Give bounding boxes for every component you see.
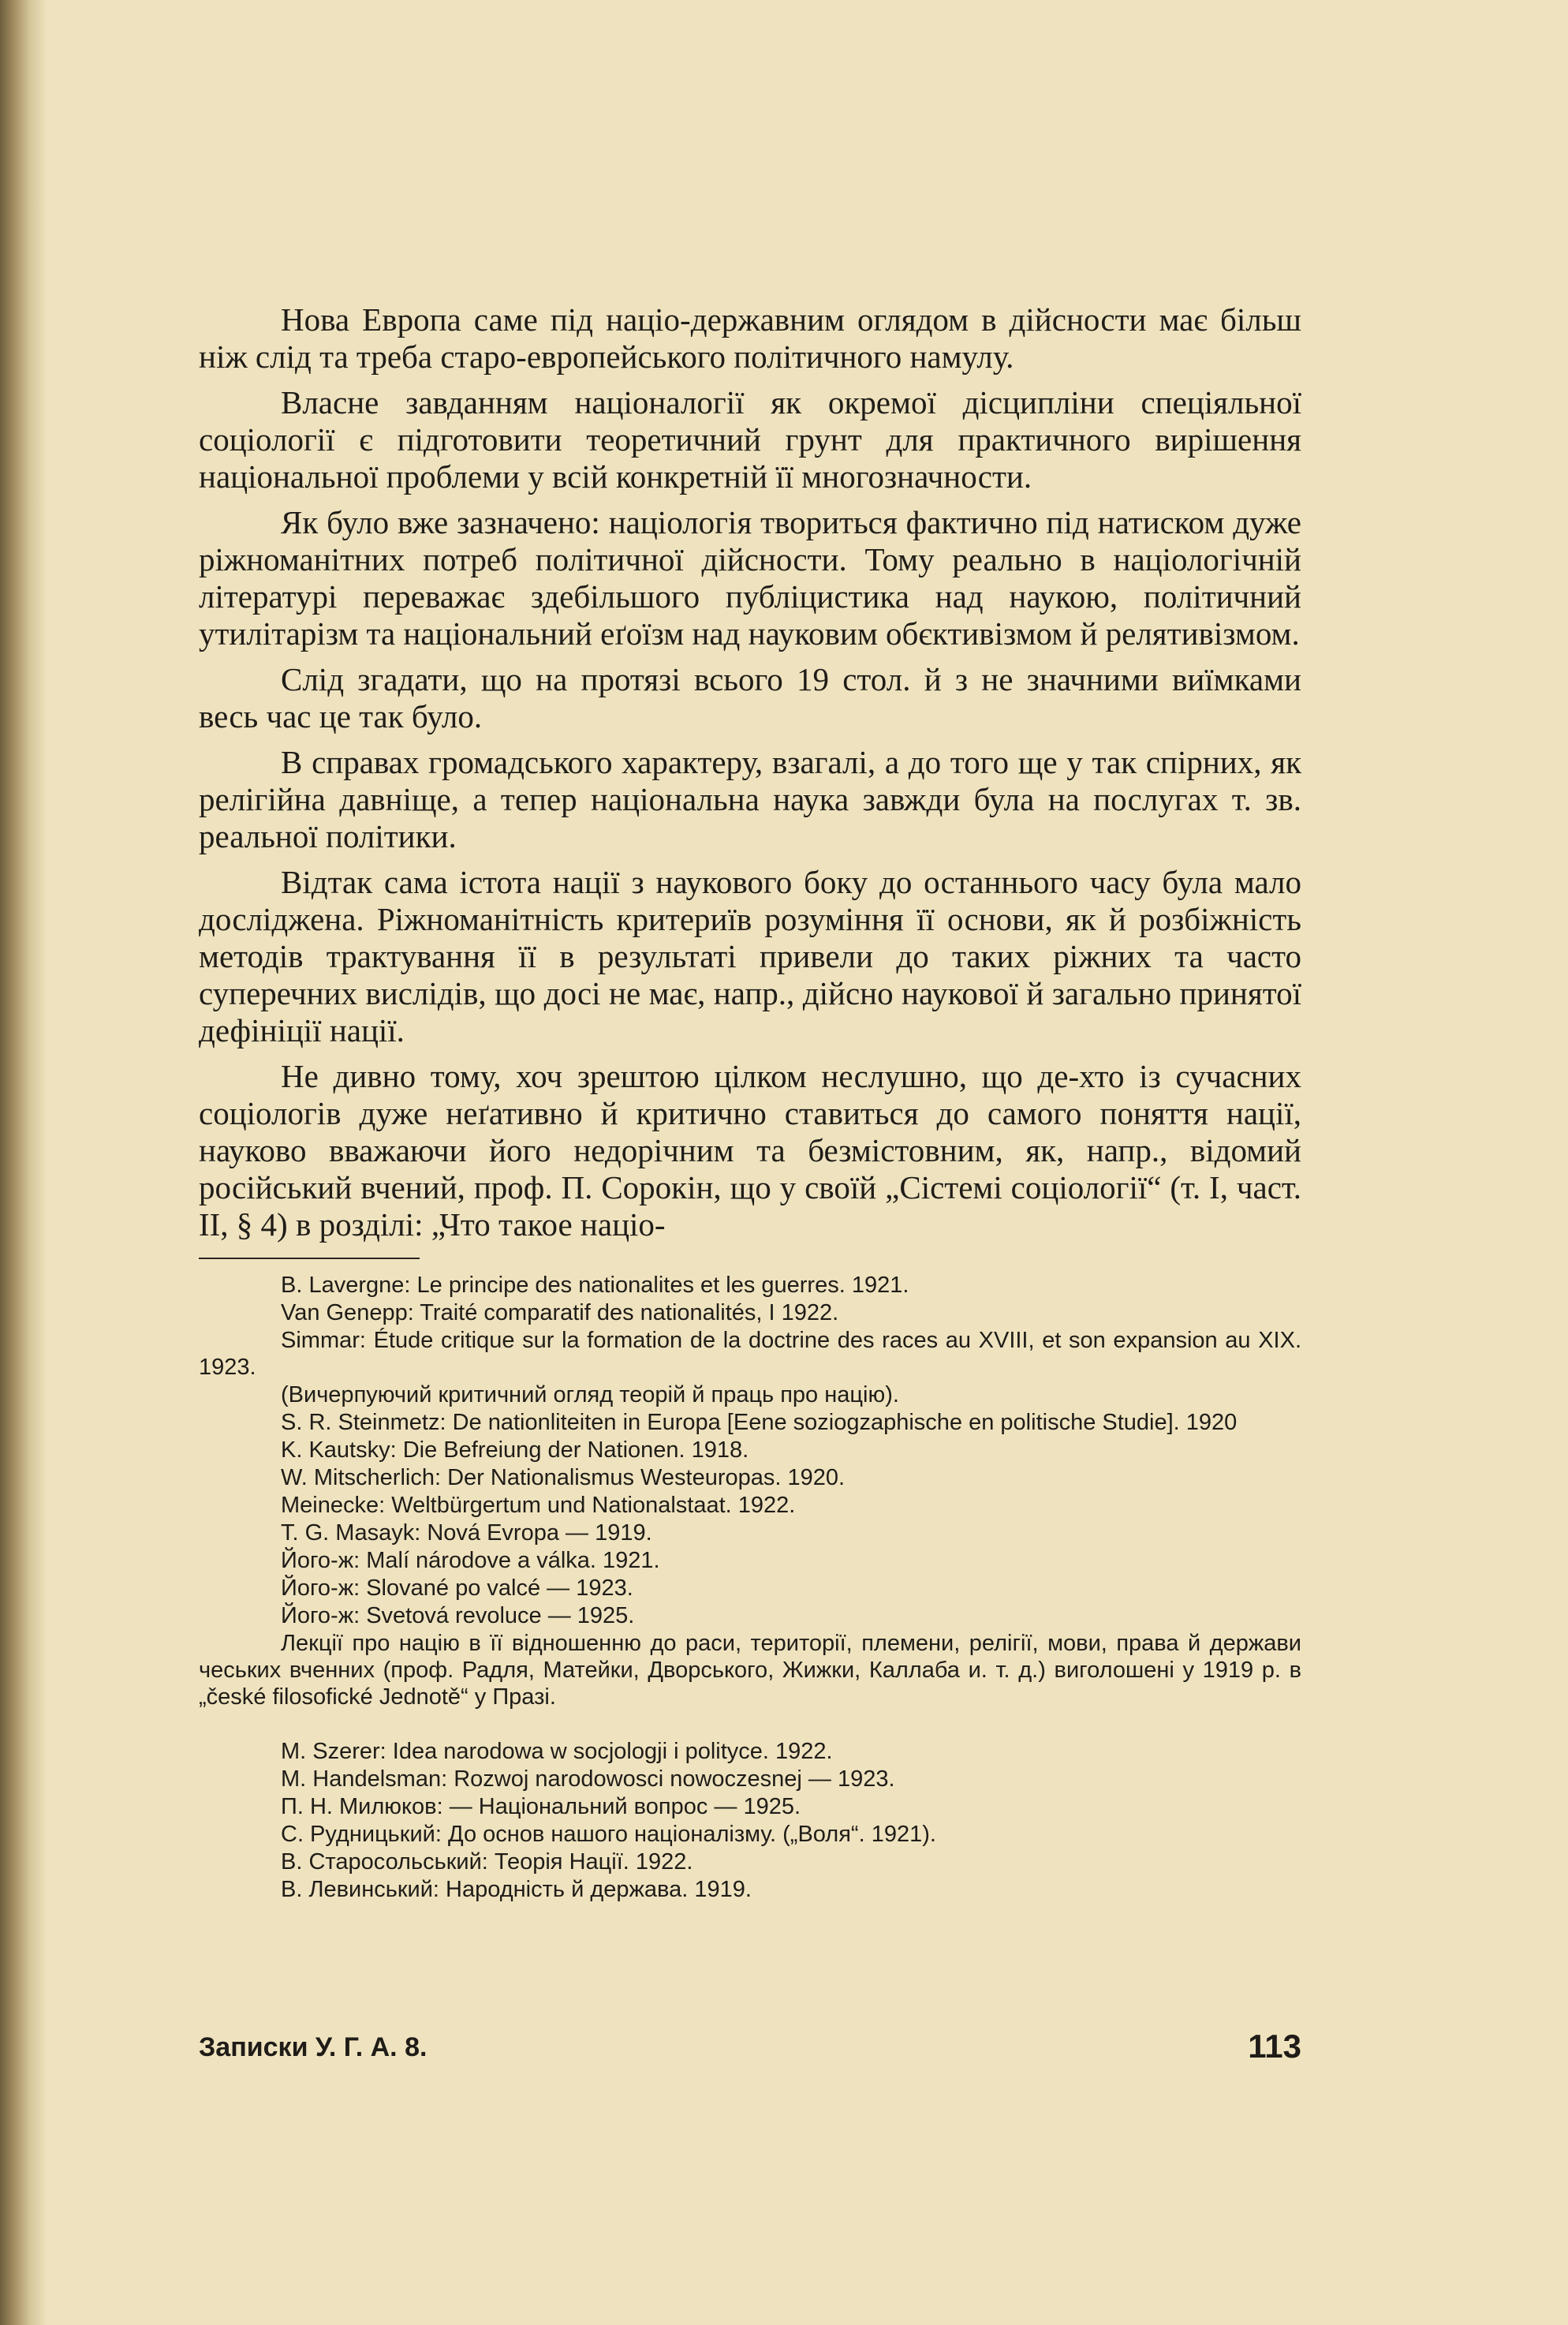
main-text <box>199 301 1301 1243</box>
footnote-entry: S. R. Steinmetz: De nationliteiten in Europa [Eene soziogzaphische en politische Studie]. 1920 <box>281 1410 1238 1435</box>
paragraph: В справах громадського характеру, взагалі, а до того ще у так спірних, як релігійна давніще, а тепер національна наука завжди була на послугах т. зв. реальної політики. <box>199 744 1301 854</box>
footnote-entry: M. Handelsman: Rozwoj narodowosci nowoczesnej — 1923. <box>281 1766 895 1792</box>
footnote-entry: Meinecke: Weltbürgertum und Nationalstaat. 1922. <box>281 1493 796 1518</box>
footnote-entry: T. G. Masayk: Nová Evropa — 1919. <box>281 1520 652 1546</box>
paragraph: Власне завданням націоналогії як окремої дісципліни спеціяльної соціології є підготовити теоретичний грунт для практичного вирішення національної проблеми у всій конкретній її многозначности. <box>199 384 1301 495</box>
page-number: 113 <box>1248 2028 1301 2065</box>
footnote-entry: W. Mitscherlich: Der Nationalismus Westeuropas. 1920. <box>281 1465 846 1490</box>
paragraph: Слід згадати, що на протязі всього 19 стол. й з не значними виїмками весь час це так було. <box>199 661 1301 735</box>
footnote-entry: С. Рудницький: До основ нашого націоналізму. („Воля“. 1921). <box>281 1822 936 1847</box>
footnote-entry: Його-ж: Slované po valcé — 1923. <box>281 1576 633 1601</box>
footnotes <box>199 1272 1301 1903</box>
footnote-entry: В. Старосольський: Теорія Нації. 1922. <box>281 1849 693 1875</box>
paragraph: Не дивно тому, хоч зрештою цілком неслушно, що де-хто із сучасних соціологів дуже неґативно й критично ставиться до самого поняття нації, науково вважаючи його недорічним та безмістовним, як, напр., відомий російський вчений, проф. П. Сорокін, що у своїй „Сістемі соціології“ (т. І, част. ІІ, § 4) в розділі: „Что такое націо- <box>199 1058 1301 1243</box>
footnote-gap <box>199 1711 1301 1738</box>
footnote-entry: В. Левинський: Народність й держава. 1919. <box>281 1877 752 1902</box>
footnote-entry: K. Kautsky: Die Befreiung der Nationen. 1918. <box>281 1437 749 1463</box>
book-spine-shadow <box>0 0 47 2325</box>
footnote-entry: (Вичерпуючий критичний огляд теорій й праць про націю). <box>281 1382 899 1407</box>
footnote-entry: Van Genepp: Traité comparatif des nationalités, I 1922. <box>281 1300 839 1325</box>
footnote-entry: Його-ж: Svetová revoluce — 1925. <box>281 1603 635 1628</box>
page-content <box>199 301 1301 1904</box>
footnote-divider <box>199 1258 420 1259</box>
footnote-entry: П. Н. Милюков: — Національний вопрос — 1925. <box>281 1794 801 1819</box>
footnote-entry: M. Szerer: Idea narodowa w socjologji i polityce. 1922. <box>281 1739 833 1764</box>
footnote-entry: Його-ж: Malí národove a válka. 1921. <box>281 1548 660 1573</box>
paragraph: Як було вже зазначено: націологія твориться фактично під натиском дуже ріжноманітних потреб політичної дійсности. Тому реально в націологічній літературі переважає здебільшого публіцистика над наукою, політичний утилітарізм та національний еґоїзм над науковим обєктивізмом й релятивізмом. <box>199 504 1301 652</box>
paragraph: Нова Европа саме під націо-державним оглядом в дійсности має більш ніж слід та треба старо-европейського політичного намулу. <box>199 301 1301 375</box>
footnote-entry: B. Lavergne: Le principe des nationalites et les guerres. 1921. <box>281 1273 909 1298</box>
journal-title: Записки У. Г. А. 8. <box>199 2032 427 2062</box>
page-footer <box>199 2028 1301 2075</box>
paragraph: Відтак сама істота нації з наукового боку до останнього часу була мало досліджена. Ріжноманітність критериїв розуміння її основи, як й розбіжність методів трактування її в результаті привели до таких ріжних та часто суперечних вислідів, що досі не має, напр., дійсно наукової й загально принятої дефініції нації. <box>199 864 1301 1048</box>
footnote-entry: Лекції про націю в її відношенню до раси, території, племени, релігії, мови, права й держави чеських вченних (проф. Радля, Матейки, Дворського, Жижки, Каллаба и. т. д.) виголошені у 1919 р. в „české filosofické Jednotě“ у Празі. <box>199 1631 1301 1710</box>
footnote-entry: Simmar: Étude critique sur la formation de la doctrine des races au XVIII, et son expansion au XIX. 1923. <box>199 1328 1301 1380</box>
